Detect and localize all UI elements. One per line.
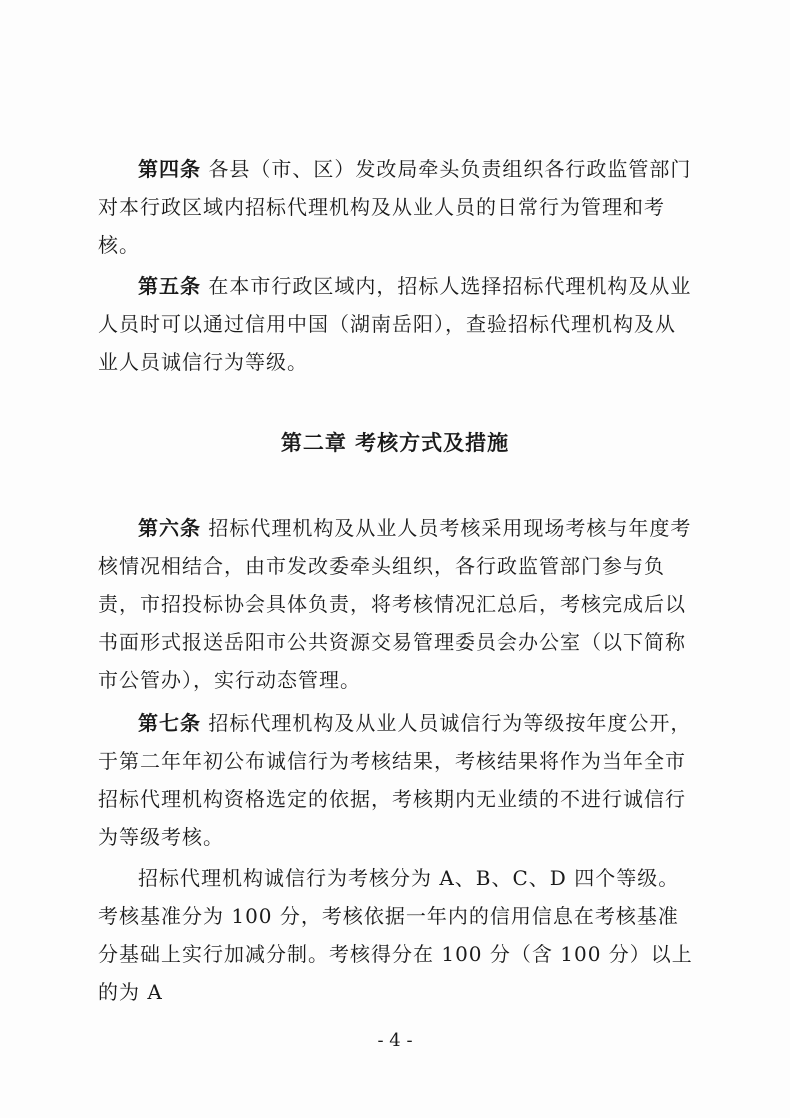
article-7 (98, 704, 694, 856)
article-4-text: 各县（市、区）发改局牵头负责组织各行政监管部门对本行政区域内招标代理机构及从业人员的日常行为管理和考核。 (98, 157, 692, 257)
article-6-label: 第六条 (138, 516, 201, 540)
chapter-2-title: 第二章 考核方式及措施 (280, 431, 510, 455)
article-7-text: 招标代理机构及从业人员诚信行为等级按年度公开，于第二年年初公布诚信行为考核结果，考核结果将作为当年全市招标代理机构资格选定的依据，考核期内无业绩的不进行诚信行为等级考核。 (98, 711, 692, 849)
article-7-label: 第七条 (138, 711, 201, 735)
grades-paragraph (98, 859, 694, 1011)
page-number: - 4 - (377, 1030, 413, 1051)
article-5-text: 在本市行政区域内，招标人选择招标代理机构及从业人员时可以通过信用中国（湖南岳阳），查验招标代理机构及从业人员诚信行为等级。 (98, 274, 692, 374)
article-6-text: 招标代理机构及从业人员考核采用现场考核与年度考核情况相结合，由市发改委牵头组织，各行政监管部门参与负责，市招投标协会具体负责，将考核情况汇总后，考核完成后以书面形式报送岳阳市公共资源交易管理委员会办公室（以下简称市公管办），实行动态管理。 (98, 516, 692, 692)
article-5-label: 第五条 (138, 274, 201, 298)
article-6 (98, 509, 694, 699)
grades-text: 招标代理机构诚信行为考核分为 A、B、C、D 四个等级。考核基准分为 100 分，考核依据一年内的信用信息在考核基准分基础上实行加减分制。考核得分在 100 分（含 100 分）以上的为 A (98, 866, 693, 1004)
article-4-label: 第四条 (138, 157, 201, 181)
article-4 (98, 150, 694, 264)
article-5 (98, 267, 694, 381)
